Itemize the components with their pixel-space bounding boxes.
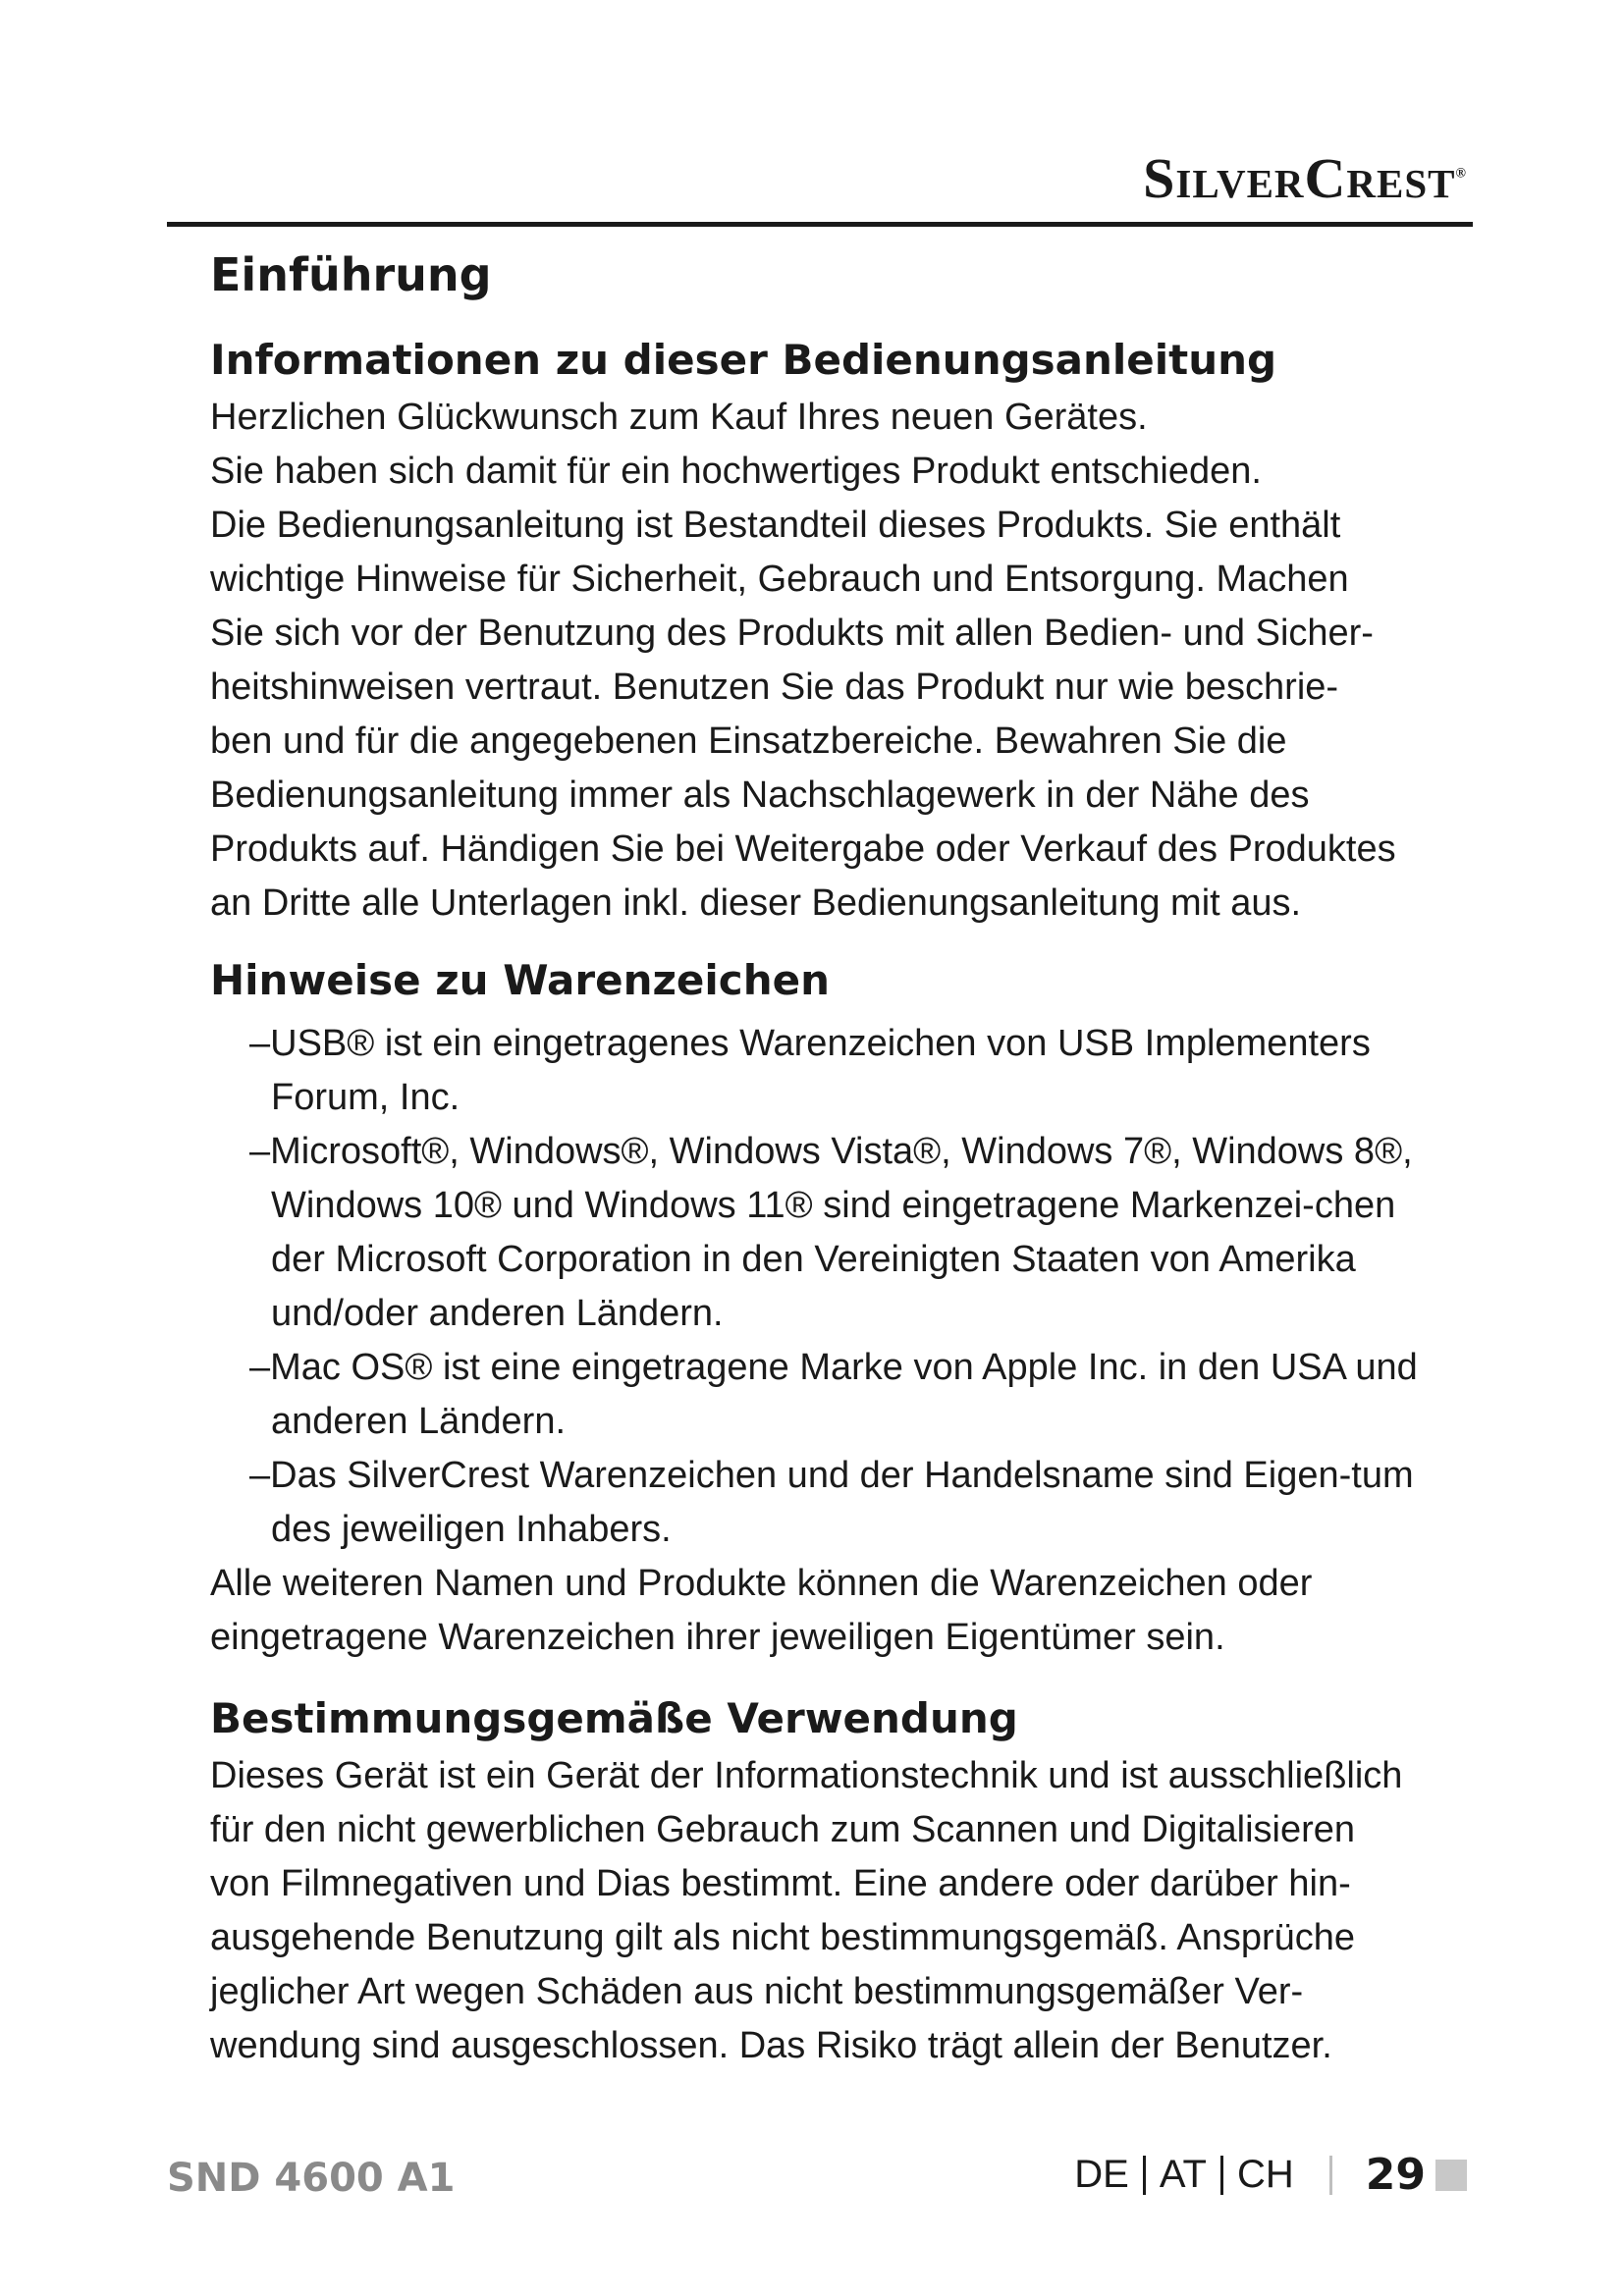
manual-info-line: Sie sich vor der Benutzung des Produkts mit allen Bedien- und Sicher- <box>210 613 1374 654</box>
intended-use-line: ausgehende Benutzung gilt als nicht bestimmungsgemäß. Ansprüche <box>210 1917 1356 1958</box>
manual-info-line: Bedienungsanleitung immer als Nachschlagewerk in der Nähe des <box>210 774 1310 816</box>
intended-use-line: jeglicher Art wegen Schäden aus nicht bestimmungsgemäßer Ver- <box>210 1971 1304 2012</box>
trademark-item-usb: –USB® ist ein eingetragenes Warenzeichen von USB Implementers Forum, Inc. <box>249 1023 1371 1118</box>
trademark-item-macos: –Mac OS® ist eine eingetragene Marke von Apple Inc. in den USA und anderen Ländern. <box>249 1347 1418 1442</box>
page-title: Einführung <box>210 248 492 301</box>
country-de: DE <box>1074 2153 1129 2196</box>
manual-info-line: an Dritte alle Unterlagen inkl. dieser Bedienungsanleitung mit aus. <box>210 882 1302 924</box>
trademark-item-silvercrest: –Das SilverCrest Warenzeichen und der Handelsname sind Eigen-tum des jeweiligen Inhabers. <box>249 1455 1414 1550</box>
header-rule <box>167 222 1473 227</box>
trademarks-heading: Hinweise zu Warenzeichen <box>210 956 830 1004</box>
manual-info-line: wichtige Hinweise für Sicherheit, Gebrauch und Entsorgung. Machen <box>210 559 1349 600</box>
country-at: AT <box>1159 2153 1207 2196</box>
intended-use-heading: Bestimmungsgemäße Verwendung <box>210 1694 1018 1742</box>
country-divider <box>1143 2156 1146 2195</box>
intended-use-line: wendung sind ausgeschlossen. Das Risiko trägt allein der Benutzer. <box>210 2025 1332 2066</box>
intended-use-line: Dieses Gerät ist ein Gerät der Informationstechnik und ist ausschließlich <box>210 1755 1403 1796</box>
manual-info-line: heitshinweisen vertraut. Benutzen Sie das Produkt nur wie beschrie- <box>210 667 1339 708</box>
page-divider <box>1329 2156 1332 2195</box>
page-marker-square <box>1435 2160 1467 2191</box>
country-divider <box>1220 2156 1223 2195</box>
trademarks-closing-line: Alle weiteren Namen und Produkte können die Warenzeichen oder <box>210 1563 1313 1604</box>
trademarks-closing-line: eingetragene Warenzeichen ihrer jeweiligen Eigentümer sein. <box>210 1617 1225 1658</box>
manual-info-line: Sie haben sich damit für ein hochwertiges Produkt entschieden. <box>210 451 1262 492</box>
silvercrest-logo: SilverCrest® <box>1143 146 1467 210</box>
manual-info-line: Die Bedienungsanleitung ist Bestandteil dieses Produkts. Sie enthält <box>210 505 1341 546</box>
trademark-item-microsoft: –Microsoft®, Windows®, Windows Vista®, Windows 7®, Windows 8®, Windows 10® und Windows 11® sind eingetragene Markenzei-chen der Microsoft Corporation in den Vereinigten Staaten von Amerika und/oder anderen Ländern. <box>249 1131 1413 1334</box>
manual-info-line: ben und für die angegebenen Einsatzbereiche. Bewahren Sie die <box>210 721 1287 762</box>
trademarks-list <box>210 1017 1447 1557</box>
manual-info-line: Herzlichen Glückwunsch zum Kauf Ihres neuen Gerätes. <box>210 397 1148 438</box>
footer-model-number: SND 4600 A1 <box>167 2156 456 2201</box>
page-number: 29 <box>1365 2150 1426 2200</box>
intended-use-line: für den nicht gewerblichen Gebrauch zum Scannen und Digitalisieren <box>210 1809 1356 1850</box>
manual-info-heading: Informationen zu dieser Bedienungsanleitung <box>210 336 1277 384</box>
footer-pagination <box>1074 2150 1467 2200</box>
country-ch: CH <box>1236 2153 1294 2196</box>
page-content <box>210 245 1447 2073</box>
intended-use-line: von Filmnegativen und Dias bestimmt. Eine andere oder darüber hin- <box>210 1863 1351 1904</box>
manual-info-line: Produkts auf. Händigen Sie bei Weitergabe oder Verkauf des Produktes <box>210 828 1396 870</box>
